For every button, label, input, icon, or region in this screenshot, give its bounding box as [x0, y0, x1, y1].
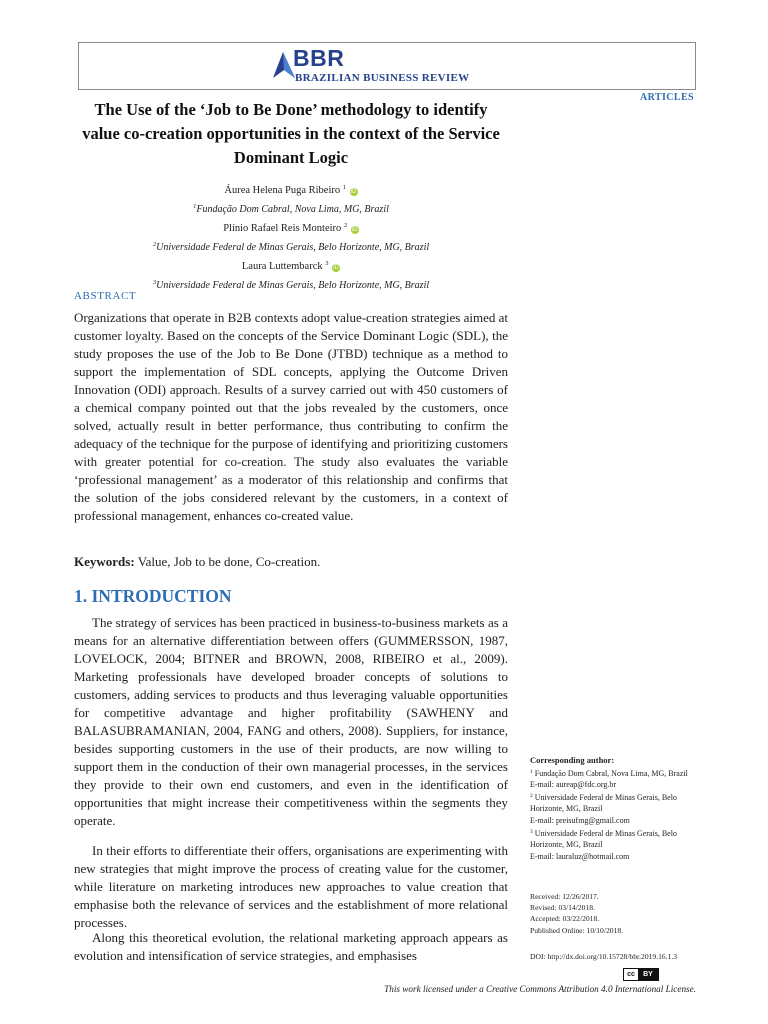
author-affiliation: $^2$Universidade Federal de Minas Gerais, Belo Horizonte, MG, Brazil [152, 241, 430, 253]
author-name: Laura Luttembarck [241, 261, 323, 272]
contact-email[interactable]: E-mail: lauraluz@hotmail.com [530, 851, 630, 861]
date-revised: Revised: 03/14/2018. [530, 903, 595, 913]
author-sup: 1 [342, 184, 346, 191]
author-line [74, 180, 508, 199]
orcid-icon[interactable]: iD [333, 265, 339, 271]
paper-title: The Use of the ‘Job to Be Done’ methodology to identify value co-creation opportunities in the context of the Service Dominant Logic [82, 100, 500, 167]
contact-affiliation: $^3$ Universidade Federal de Minas Gerais, Belo Horizonte, MG, Brazil [530, 828, 677, 850]
author-line [74, 256, 508, 275]
doi-link[interactable]: DOI: http://dx.doi.org/10.15728/bbr.2019.16.1.3 [530, 952, 678, 961]
corresponding-author-block [530, 755, 700, 862]
cc-badge-right: BY [638, 969, 658, 980]
author-sup: 2 [343, 222, 348, 229]
bbr-logo [271, 45, 491, 86]
author-affiliation: $^1$Fundação Dom Cabral, Nova Lima, MG, Brazil [193, 203, 389, 215]
keywords-label: Keywords: [74, 554, 135, 569]
cc-badge-left: cc [624, 969, 638, 980]
logo-subtitle: BRAZILIAN BUSINESS REVIEW [295, 72, 470, 84]
license-notice: This work licensed under a Creative Commons Attribution 4.0 International License. [384, 984, 696, 994]
author-name: Áurea Helena Puga Ribeiro [224, 185, 341, 196]
body-paragraph: Along this theoretical evolution, the relational marketing approach appears as evolution and intensification of service strategies, and emphasises [74, 930, 508, 963]
author-affiliation: $^3$Universidade Federal de Minas Gerais, Belo Horizonte, MG, Brazil [152, 279, 430, 291]
cc-by-license-icon[interactable] [623, 968, 659, 981]
orcid-icon[interactable]: iD [350, 189, 357, 195]
date-accepted: Accepted: 03/22/2018. [530, 914, 600, 924]
author-name: Plínio Rafael Reis Monteiro [223, 223, 342, 234]
author-block [74, 180, 508, 294]
contact-affiliation: $^1$ Fundação Dom Cabral, Nova Lima, MG, Brazil [530, 768, 688, 778]
logo-text: BBR [293, 45, 345, 71]
author-sup: 3 [325, 260, 329, 267]
contact-email[interactable]: E-mail: preisufmg@gmail.com [530, 815, 630, 825]
abstract-heading: ABSTRACT [74, 290, 137, 302]
contact-affiliation: $^2$ Universidade Federal de Minas Gerais, Belo Horizonte, MG, Brazil [530, 792, 677, 814]
date-published: Published Online: 10/10/2018. [530, 925, 624, 935]
author-line [74, 218, 508, 237]
orcid-icon[interactable]: iD [351, 227, 358, 233]
date-received: Received: 12/26/2017. [530, 892, 599, 901]
section-heading-introduction: 1. INTRODUCTION [74, 586, 232, 606]
body-paragraph: In their efforts to differentiate their offers, organisations are experimenting with new strategies that might improve the process of creating value for the customer, while literature on marketing introduces new approaches to value creation that emphasise both the relevance of services and the establishment of more relational processes. [74, 843, 508, 930]
contact-email[interactable]: E-mail: aureap@fdc.org.br [530, 780, 617, 790]
body-paragraph: The strategy of services has been practiced in business-to-business markets as a means for an alternative differentiation between offers (GUMMERSSON, 1987, LOVELOCK, 2004; BITNER and BROWN, 2008, RIBEIRO et al., 2009). Marketing professionals have developed broader concepts of solutions to customers, adding services to products and thus leveraging valuable opportunities for competitive advantage and higher profitability (SAWHENY and BALASUBRAMANIAN, 2004, FANG and others, 2008). Suppliers, for instance, besides supporting customers in the use of their products, are now willing to support them in the conduction of their own managerial processes, in the services they provide to their own end customers, and even in the identification of opportunities that might increase their competitiveness within the segments they operate. [74, 615, 508, 828]
corresponding-heading: Corresponding author: [530, 755, 615, 765]
section-label: ARTICLES [640, 92, 694, 103]
keywords [74, 553, 508, 571]
article-dates [530, 891, 700, 936]
keywords-text: Value, Job to be done, Co-creation. [137, 554, 321, 569]
journal-header [78, 42, 696, 90]
abstract-text: Organizations that operate in B2B contexts adopt value-creation strategies aimed at customer loyalty. Based on the concepts of the Service Dominant Logic (SDL), the study proposes the use of the Job to Be Done (JTBD) technique as a method to support the implementation of SDL concepts, applying the Outcome Driven Innovation (ODI) approach. Results of a survey carried out with 450 customers of a chemical company pointed out that the jobs revealed by the customers, once solved, actually result in better performance, thus contributing to confirm the adequacy of the technique for the purpose of identifying and prioritizing customers with greater potential for co-creation. The study also evaluates the variable ‘professional management’ as a moderator of this relationship and confirms that the solution of the jobs considered relevant by the customers, in a context of professional management, enhances co-created value. [74, 310, 508, 523]
